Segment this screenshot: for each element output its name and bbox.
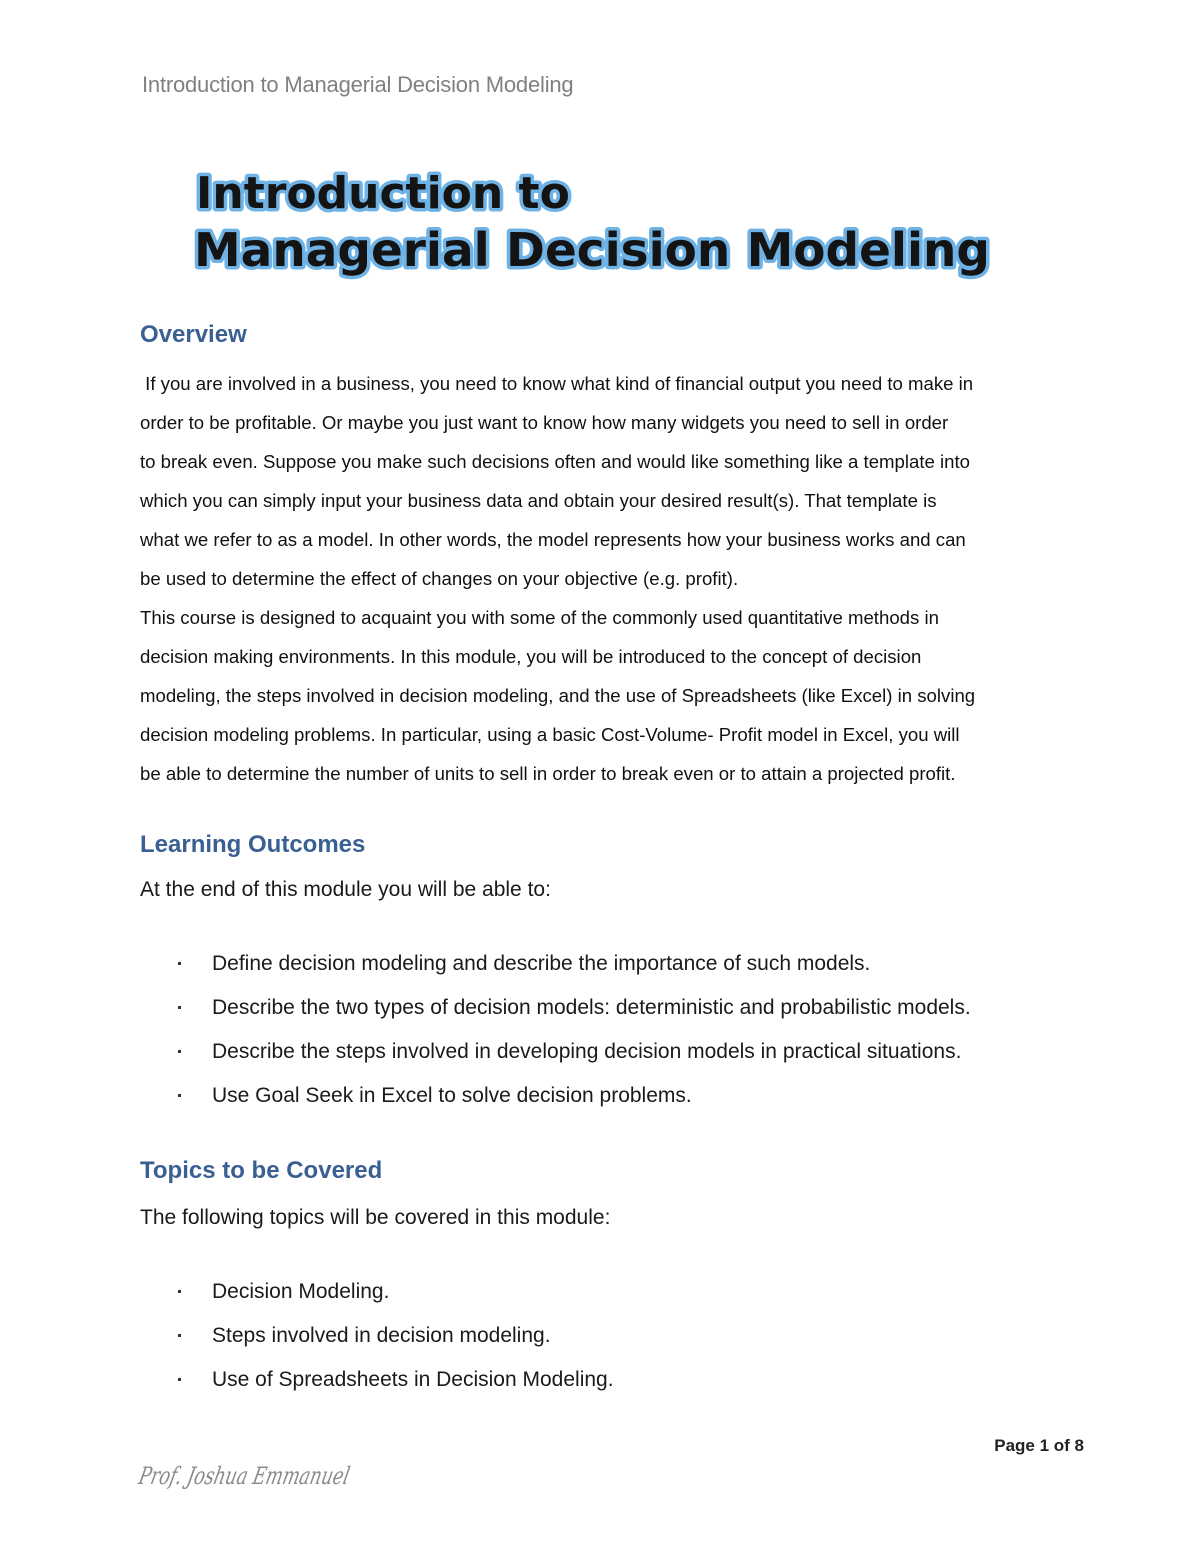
topics-intro: The following topics will be covered in this module: xyxy=(140,1206,611,1229)
list-item-text: Steps involved in decision modeling. xyxy=(212,1324,551,1347)
list-item-text: Describe the steps involved in developing decision models in practical situations. xyxy=(212,1040,962,1063)
bullet-icon xyxy=(178,962,181,965)
title-banner-graphic xyxy=(190,160,1010,285)
overview-line: be used to determine the effect of changes on your objective (e.g. profit). xyxy=(140,568,739,589)
bullet-icon xyxy=(178,1050,181,1053)
list-item xyxy=(140,1318,614,1362)
learning-outcomes-heading: Learning Outcomes xyxy=(140,831,366,858)
list-item xyxy=(140,1078,971,1122)
list-item-text: Use of Spreadsheets in Decision Modeling. xyxy=(212,1368,614,1391)
overview-line: If you are involved in a business, you need to know what kind of financial output you need to make in xyxy=(140,373,974,394)
overview-line: decision modeling problems. In particular, using a basic Cost-Volume- Profit model in Excel, you will xyxy=(140,724,960,745)
overview-line: be able to determine the number of units to sell in order to break even or to attain a projected profit. xyxy=(140,763,956,784)
topics-heading: Topics to be Covered xyxy=(140,1157,383,1184)
overview-paragraph xyxy=(140,364,1085,793)
list-item xyxy=(140,1034,971,1078)
list-item xyxy=(140,1362,614,1406)
overview-line: to break even. Suppose you make such decisions often and would like something like a template into xyxy=(140,451,970,472)
page-number: Page 1 of 8 xyxy=(994,1436,1084,1455)
learning-outcomes-intro: At the end of this module you will be able to: xyxy=(140,878,551,901)
list-item-text: Define decision modeling and describe the importance of such models. xyxy=(212,952,871,975)
overview-line: This course is designed to acquaint you with some of the commonly used quantitative methods in xyxy=(140,607,939,628)
list-item xyxy=(140,946,971,990)
overview-heading: Overview xyxy=(140,321,247,348)
banner-line-1: Introduction to xyxy=(196,168,570,219)
bullet-icon xyxy=(178,1094,181,1097)
list-item-text: Decision Modeling. xyxy=(212,1280,390,1303)
list-item xyxy=(140,990,971,1034)
bullet-icon xyxy=(178,1290,181,1293)
list-item-text: Describe the two types of decision models: deterministic and probabilistic models. xyxy=(212,996,971,1019)
banner-line-2: Managerial Decision Modeling xyxy=(194,223,991,277)
bullet-icon xyxy=(178,1334,181,1337)
title-banner xyxy=(190,160,1010,285)
signature-graphic xyxy=(136,1454,427,1498)
list-item xyxy=(140,1274,614,1318)
running-header: Introduction to Managerial Decision Modeling xyxy=(142,72,574,97)
bullet-icon xyxy=(178,1006,181,1009)
overview-line: order to be profitable. Or maybe you just want to know how many widgets you need to sell in order xyxy=(140,412,949,433)
bullet-icon xyxy=(178,1378,181,1381)
signature-image xyxy=(136,1454,427,1498)
topics-list xyxy=(140,1274,614,1406)
list-item-text: Use Goal Seek in Excel to solve decision problems. xyxy=(212,1084,692,1107)
learning-outcomes-list xyxy=(140,946,971,1122)
signature-text: Prof. Joshua Emmanuel xyxy=(136,1461,427,1490)
overview-line: decision making environments. In this module, you will be introduced to the concept of decision xyxy=(140,646,922,667)
overview-line: which you can simply input your business data and obtain your desired result(s). That template is xyxy=(140,490,937,511)
overview-line: what we refer to as a model. In other words, the model represents how your business works and can xyxy=(140,529,966,550)
overview-line: modeling, the steps involved in decision modeling, and the use of Spreadsheets (like Excel) in solving xyxy=(140,685,976,706)
